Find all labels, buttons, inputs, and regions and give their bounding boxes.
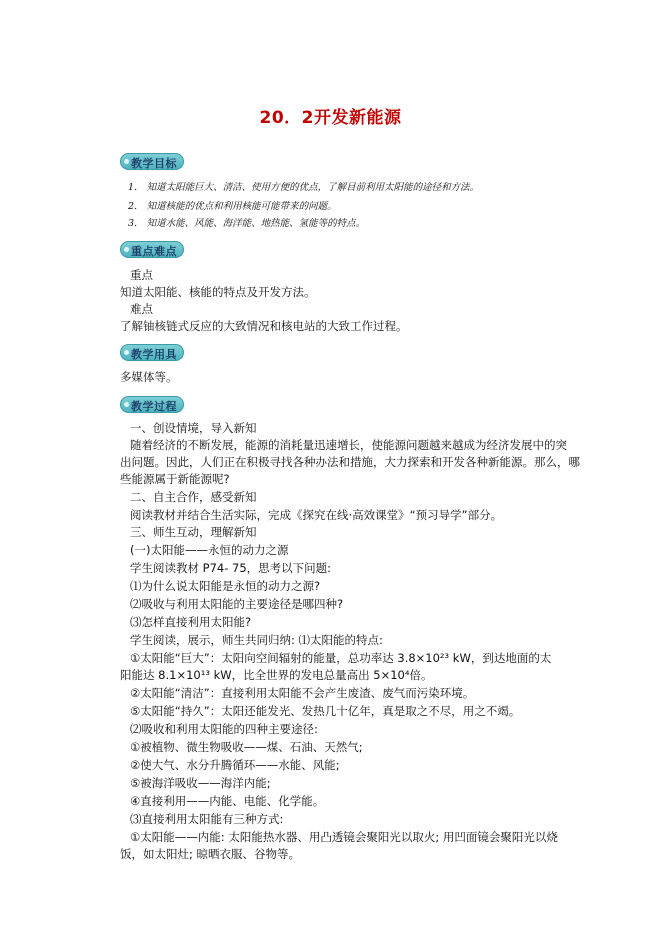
process-line: ①太阳能——内能: 太阳能热水器、用凸透镜会聚阳光以取火; 用凹面镜会聚阳光以烧 — [130, 830, 558, 844]
process-line: ⑶怎样直接利用太阳能? — [130, 615, 252, 629]
process-line: 随着经济的不断发展，能源的消耗量迅速增长，使能源问题越来越成为经济发展中的突 — [130, 438, 567, 452]
goal-item: 3． 知道水能、风能、海洋能、地热能、氢能等的特点。 — [128, 218, 366, 229]
process-line: ⑴为什么说太阳能是永恒的动力之源? — [130, 579, 321, 593]
section-badge-tools: 教学用具 — [120, 344, 184, 361]
difficulty-text: 了解铀核链式反应的大致情况和核电站的大致工作过程。 — [120, 319, 408, 333]
goal-item: 2． 知道核能的优点和利用核能可能带来的问题。 — [128, 201, 337, 212]
section-badge-goals: 教学目标 — [120, 153, 184, 170]
process-line: 阅读教材并结合生活实际，完成《探究在线·高效课堂》“预习导学”部分。 — [130, 508, 503, 522]
process-line: 出问题。因此，人们正在积极寻找各种办法和措施，大力探索和开发各种新能源。那么，哪 — [120, 455, 580, 469]
section-badge-key: 重点难点 — [120, 241, 184, 258]
process-line: 二、自主合作，感受新知 — [130, 490, 257, 504]
process-line: ⑵吸收与利用太阳能的主要途径是哪四种? — [130, 597, 344, 611]
process-line: ①被植物、微生物吸收——煤、石油、天然气; — [130, 740, 363, 754]
process-line: ②使大气、水分升腾循环——水能、风能; — [130, 758, 340, 772]
process-line: 些能源属于新能源呢? — [120, 472, 230, 486]
section-badge-process: 教学过程 — [120, 396, 184, 413]
process-line: 饭，如太阳灶; 晾晒衣服、谷物等。 — [120, 847, 301, 861]
process-line: ⑤太阳能“持久”：太阳还能发光、发热几十亿年，真是取之不尽，用之不竭。 — [130, 704, 521, 718]
tools-text: 多媒体等。 — [120, 370, 178, 384]
process-line: ④直接利用——内能、电能、化学能。 — [130, 794, 325, 808]
goal-item: 1． 知道太阳能巨大、清洁、使用方便的优点，了解目前利用太阳能的途径和方法。 — [128, 182, 480, 193]
process-line: 学生阅读教材 P74- 75，思考以下问题: — [130, 561, 332, 575]
process-line: 一、创设情境，导入新知 — [130, 421, 257, 435]
process-line: ⑶直接利用太阳能有三种方式: — [130, 812, 284, 826]
process-line: ②太阳能“清洁”：直接利用太阳能不会产生废渣、废气而污染环境。 — [130, 686, 475, 700]
key-text: 知道太阳能、核能的特点及开发方法。 — [120, 285, 316, 299]
difficulty-label: 难点 — [130, 302, 153, 316]
process-line: ⑤被海洋吸收——海洋内能; — [130, 776, 271, 790]
process-line: (一)太阳能——永恒的动力之源 — [130, 543, 289, 557]
process-line: 学生阅读，展示，师生共同归纳: ⑴太阳能的特点: — [130, 633, 383, 647]
process-line: 三、师生互动，理解新知 — [130, 525, 257, 539]
process-line: ①太阳能“巨大”：太阳向空间辐射的能量，总功率达 3.8×10²³ kW，到达地面的太 — [130, 651, 552, 665]
key-label: 重点 — [130, 268, 153, 282]
process-line: 阳能达 8.1×10¹³ kW，比全世界的发电总量高出 5×10⁴倍。 — [120, 668, 433, 682]
process-line: ⑵吸收和利用太阳能的四种主要途径: — [130, 722, 318, 736]
page-title: 20．2开发新能源 — [259, 108, 402, 128]
